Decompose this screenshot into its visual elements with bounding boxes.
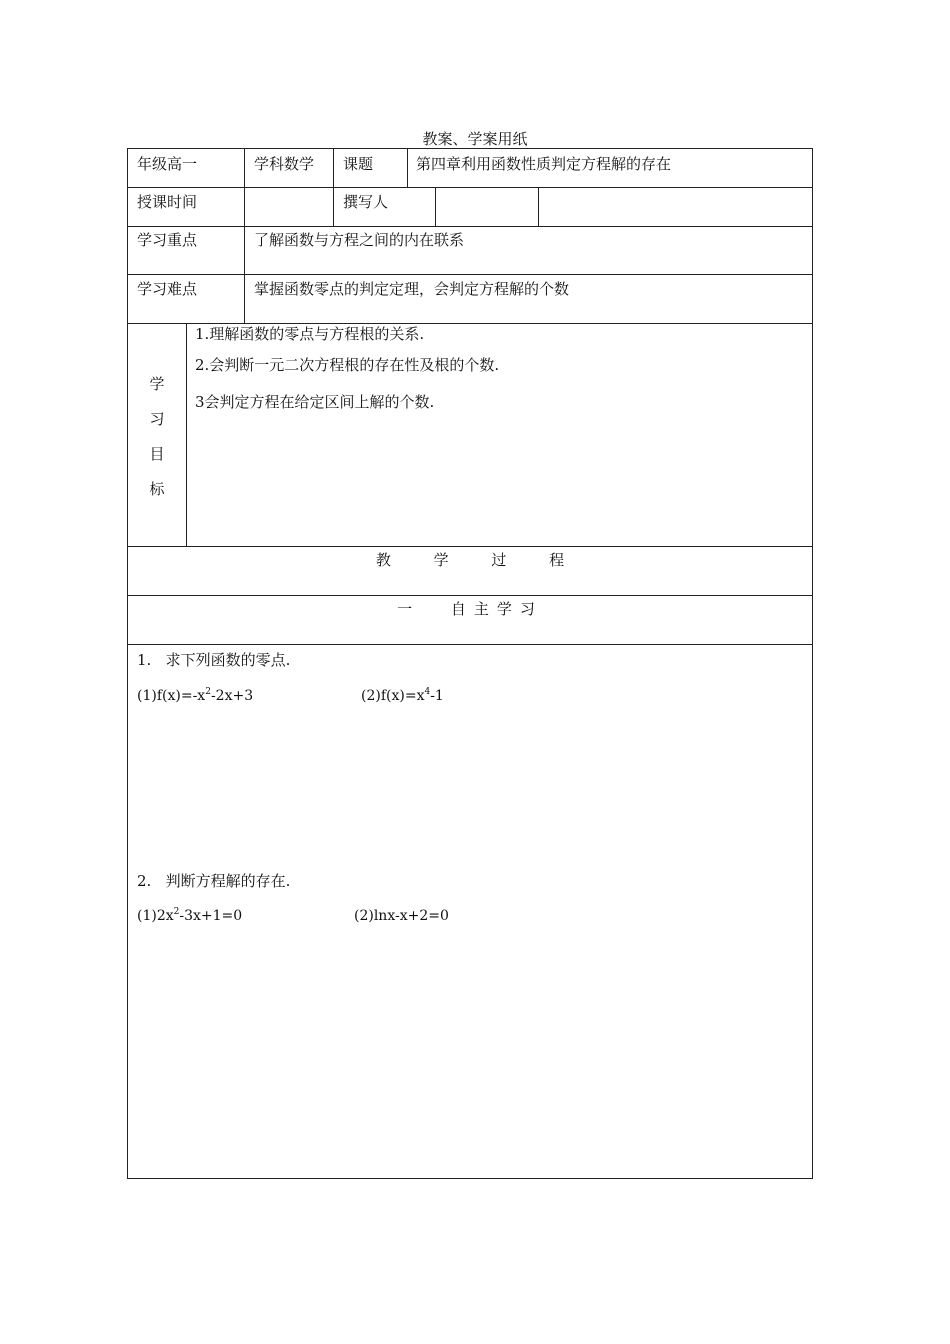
- difficulty-label: 学习难点: [137, 280, 198, 298]
- expression-text: (2)f(x)=x: [361, 688, 425, 704]
- question-2a: [137, 906, 242, 926]
- row-divider: [127, 546, 813, 547]
- process-heading: 教 学 过 程: [375, 551, 565, 569]
- expression-text: -1: [430, 688, 444, 704]
- exponent: 4: [424, 687, 431, 697]
- focus-text: 了解函数与方程之间的内在联系: [254, 231, 465, 249]
- goals-label-char: 习: [149, 410, 165, 428]
- author-label: 撰写人: [343, 193, 389, 211]
- col-divider: [435, 187, 436, 227]
- question-2-title: 2. 判断方程解的存在.: [137, 872, 291, 890]
- col-divider: [244, 148, 245, 324]
- topic-label: 课题: [343, 155, 374, 173]
- row-divider: [127, 595, 813, 596]
- goal-item: 3会判定方程在给定区间上解的个数.: [195, 393, 435, 411]
- row-divider: [127, 644, 813, 645]
- goal-item: 2.会判断一元二次方程根的存在性及根的个数.: [195, 356, 500, 374]
- expression-text: -3x+1=0: [179, 908, 243, 924]
- col-divider: [407, 148, 408, 188]
- section1-heading: 一 自主学习: [397, 600, 543, 618]
- expression-text: (1)2x: [137, 908, 174, 924]
- col-divider: [333, 148, 334, 227]
- goals-label-char: 学: [149, 375, 165, 393]
- exponent: 2: [173, 907, 180, 917]
- exponent: 2: [205, 687, 211, 697]
- col-divider: [186, 323, 187, 547]
- grade-cell: 年级高一: [137, 155, 198, 173]
- goals-label: [128, 367, 186, 507]
- expression-text: -2x+3: [210, 688, 254, 704]
- focus-label: 学习重点: [137, 231, 198, 249]
- question-1a: [137, 686, 253, 706]
- topic-value: 第四章利用函数性质判定方程解的存在: [416, 155, 672, 173]
- expression-text: (1)f(x)=-x: [137, 688, 206, 704]
- difficulty-text: 掌握函数零点的判定定理，会判定方程解的个数: [254, 280, 570, 298]
- row-divider: [127, 274, 813, 275]
- row-divider: [127, 187, 813, 188]
- question-2b: (2)lnx-x+2=0: [354, 908, 449, 924]
- document-title: 教案、学案用纸: [422, 130, 528, 148]
- goals-label-char: 标: [149, 480, 165, 498]
- goal-item: 1.理解函数的零点与方程根的关系.: [195, 325, 425, 343]
- question-1b: [361, 686, 444, 706]
- goals-label-char: 目: [149, 445, 165, 463]
- subject-cell: 学科数学: [254, 155, 315, 173]
- row-divider: [127, 226, 813, 227]
- question-1-title: 1. 求下列函数的零点.: [137, 651, 291, 669]
- time-label: 授课时间: [137, 193, 198, 211]
- col-divider: [538, 187, 539, 227]
